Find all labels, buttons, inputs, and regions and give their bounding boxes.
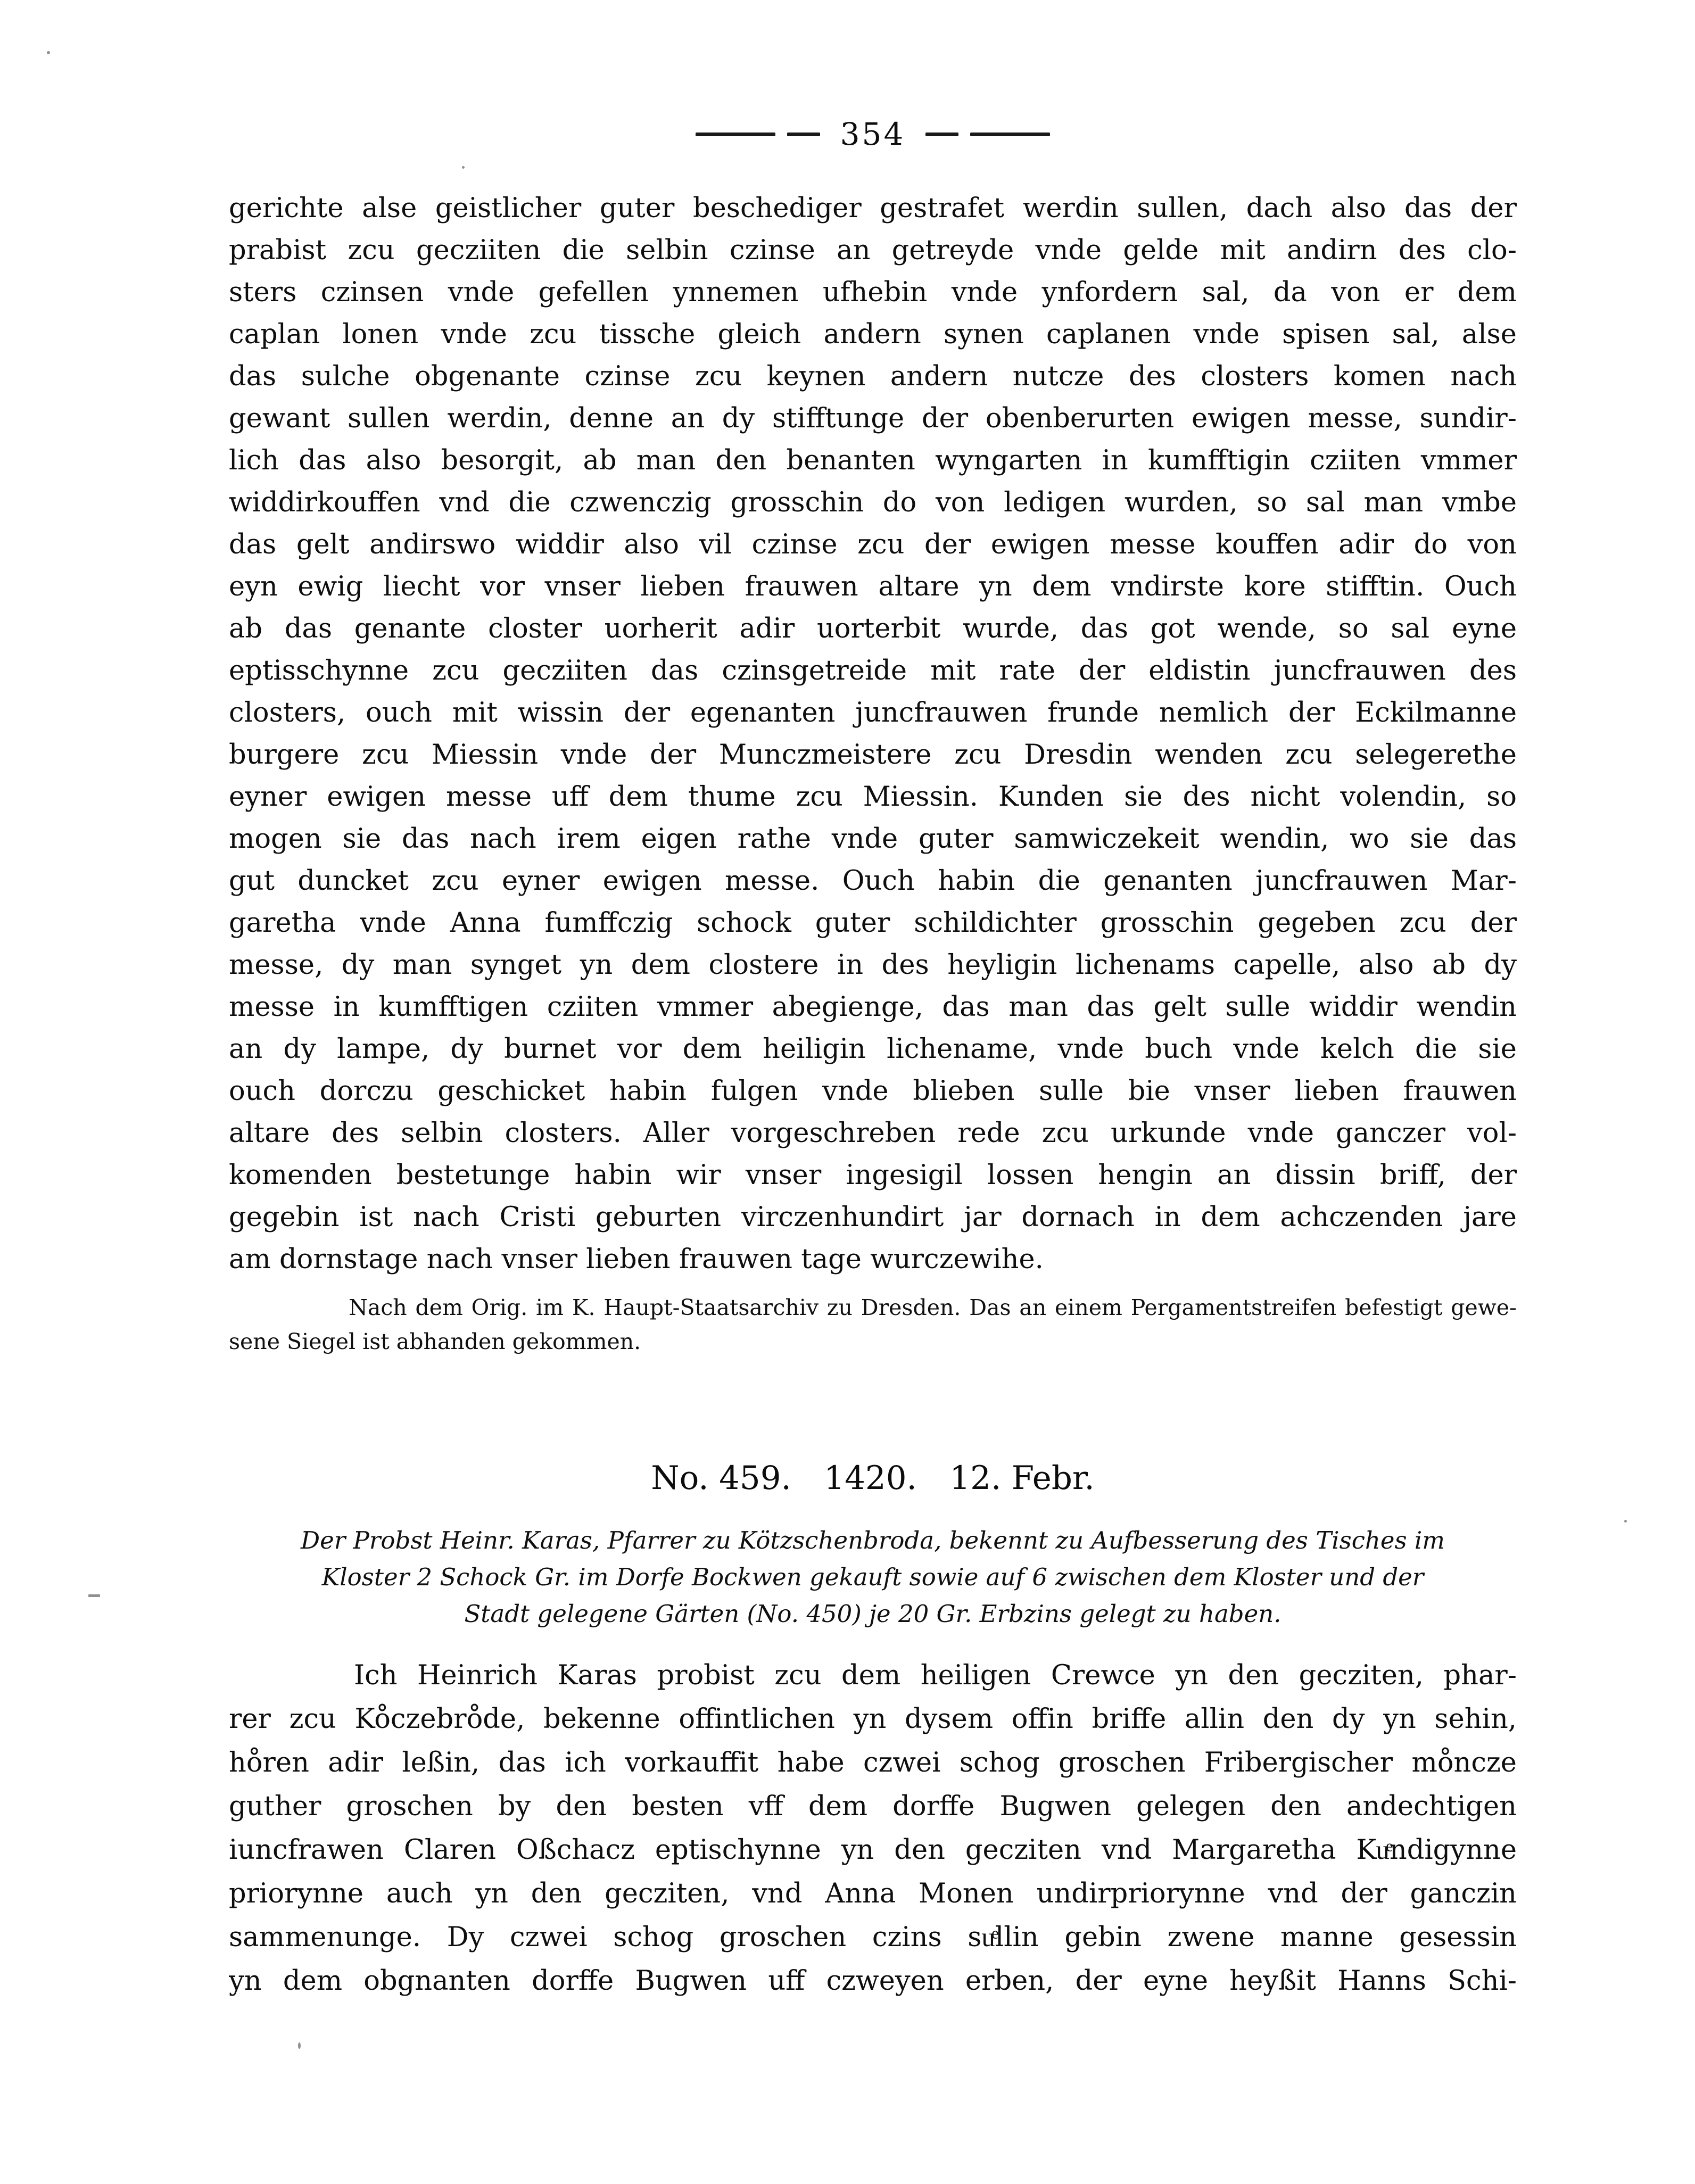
document-text-line: gewant sullen werdin, denne an dy stifftunge der obenberurten ewigen messe, sundir- <box>229 403 1517 434</box>
source-note-line: sene Siegel ist abhanden gekommen. <box>229 1329 641 1354</box>
document-text-line: guther groschen by den besten vff dem dorffe Bugwen gelegen den andechtigen <box>229 1791 1517 1822</box>
entry-year: 1420. <box>824 1459 917 1497</box>
document-text-line: iuncfrawen Claren Oßchacz eptischynne yn den gecziten vnd Margaretha Kuͤndigynne <box>229 1834 1517 1866</box>
document-text-line: rer zcu Ko̊czebro̊de, bekenne offintlichen yn dysem offin briffe allin den dy yn sehin, <box>229 1703 1517 1735</box>
header-rule-right-short <box>925 133 958 136</box>
document-text-line: gerichte alse geistlicher guter beschediger gestrafet werdin sullen, dach also das der <box>229 193 1517 224</box>
document-text-line: Ich Heinrich Karas probist zcu dem heiligen Crewce yn den gecziten, phar- <box>354 1660 1517 1691</box>
header-rule-left-short <box>787 133 820 136</box>
document-text-line: eptisschynne zcu gecziiten das czinsgetreide mit rate der eldistin juncfrauwen des <box>229 655 1517 686</box>
document-text-line: eyner ewigen messe uff dem thume zcu Miessin. Kunden sie des nicht volendin, so <box>229 781 1517 813</box>
regest-summary-line: Der Probst Heinr. Karas, Pfarrer zu Kötzschenbroda, bekennt zu Aufbesserung des Tisches im <box>301 1526 1445 1554</box>
document-text-line: messe in kumfftigen cziiten vmmer abegienge, das man das gelt sulle widdir wendin <box>229 991 1517 1023</box>
document-text-line: messe, dy man synget yn dem clostere in des heyligin lichenams capelle, also ab dy <box>229 949 1517 981</box>
document-text-line: ab das genante closter uorherit adir uorterbit wurde, das got wende, so sal eyne <box>229 613 1517 644</box>
header-rule-left <box>696 133 820 136</box>
source-note <box>229 1290 1517 1359</box>
header-rule-right <box>925 133 1050 136</box>
document-text-line: widdirkouffen vnd die czwenczig grosschin do von ledigen wurden, so sal man vmbe <box>229 487 1517 518</box>
document-text-line: garetha vnde Anna fumffczig schock guter schildichter grosschin gegeben zcu der <box>229 907 1517 939</box>
document-text-line: gegebin ist nach Cristi geburten virczenhundirt jar dornach in dem achczenden jare <box>229 1202 1517 1233</box>
scan-speck <box>88 1594 100 1597</box>
document-text-line: eyn ewig liecht vor vnser lieben frauwen altare yn dem vndirste kore stifftin. Ouch <box>229 571 1517 602</box>
entry-heading <box>229 1459 1517 1497</box>
scan-speck <box>298 2042 301 2049</box>
page-header <box>229 113 1517 155</box>
document-text-line: ouch dorczu geschicket habin fulgen vnde blieben sulle bie vnser lieben frauwen <box>229 1076 1517 1107</box>
document-text-line: am dornstage nach vnser lieben frauwen tage wurczewihe. <box>229 1244 1044 1275</box>
regest-summary-line: Stadt gelegene Gärten (No. 450) je 20 Gr. Erbzins gelegt zu haben. <box>464 1600 1281 1628</box>
regest-summary-line: Kloster 2 Schock Gr. im Dorfe Bockwen gekauft sowie auf 6 zwischen dem Kloster und der <box>321 1563 1424 1591</box>
document-text-line: das gelt andirswo widdir also vil czinse zcu der ewigen messe kouffen adir do von <box>229 529 1517 560</box>
document-text-line: prabist zcu gecziiten die selbin czinse an getreyde vnde gelde mit andirn des clo- <box>229 235 1517 266</box>
charter-body-paragraph <box>229 1654 1517 2003</box>
regest-summary <box>229 1522 1517 1632</box>
entry-date: 12. Febr. <box>949 1459 1095 1497</box>
document-text-line: mogen sie das nach irem eigen rathe vnde guter samwiczekeit wendin, wo sie das <box>229 823 1517 855</box>
document-text-line: sters czinsen vnde gefellen ynnemen ufhebin vnde ynfordern sal, da von er dem <box>229 277 1517 308</box>
header-rule-right-long <box>970 133 1050 136</box>
document-text-line: altare des selbin closters. Aller vorgeschreben rede zcu urkunde vnde ganczer vol- <box>229 1118 1517 1149</box>
scan-speck <box>47 51 50 54</box>
document-text-line: lich das also besorgit, ab man den benanten wyngarten in kumfftigin cziiten vmmer <box>229 445 1517 476</box>
scan-speck <box>462 166 465 169</box>
document-text-line: gut duncket zcu eyner ewigen messe. Ouch habin die genanten juncfrauwen Mar- <box>229 865 1517 897</box>
document-text-line: das sulche obgenante czinse zcu keynen andern nutcze des closters komen nach <box>229 361 1517 392</box>
document-text-line: closters, ouch mit wissin der egenanten juncfrauwen frunde nemlich der Eckilmanne <box>229 697 1517 729</box>
document-text-line: sammenunge. Dy czwei schog groschen czins suͤllin gebin zwene manne gesessin <box>229 1922 1517 1953</box>
header-rule-left-long <box>696 133 775 136</box>
scan-speck <box>1624 1520 1627 1523</box>
document-text-line: caplan lonen vnde zcu tissche gleich andern synen caplanen vnde spisen sal, alse <box>229 319 1517 350</box>
entry-number: No. 459. <box>651 1459 791 1497</box>
document-text-line: komenden bestetunge habin wir vnser ingesigil lossen hengin an dissin briff, der <box>229 1160 1517 1191</box>
document-text-line: burgere zcu Miessin vnde der Munczmeistere zcu Dresdin wenden zcu selegerethe <box>229 739 1517 771</box>
charter-continuation-paragraph <box>229 187 1517 1280</box>
document-text-line: an dy lampe, dy burnet vor dem heiligin lichename, vnde buch vnde kelch die sie <box>229 1033 1517 1065</box>
document-text-line: yn dem obgnanten dorffe Bugwen uff czweyen erben, der eyne heyßit Hanns Schi- <box>229 1965 1517 1997</box>
page-number: 354 <box>840 116 906 152</box>
document-text-line: ho̊ren adir leßin, das ich vorkauffit habe czwei schog groschen Fribergischer mo̊ncze <box>229 1747 1517 1778</box>
document-text-line: priorynne auch yn den gecziten, vnd Anna Monen undirpriorynne vnd der ganczin <box>229 1878 1517 1909</box>
source-note-line: Nach dem Orig. im K. Haupt-Staatsarchiv zu Dresden. Das an einem Pergamentstreifen befestigt gewe- <box>349 1295 1517 1320</box>
